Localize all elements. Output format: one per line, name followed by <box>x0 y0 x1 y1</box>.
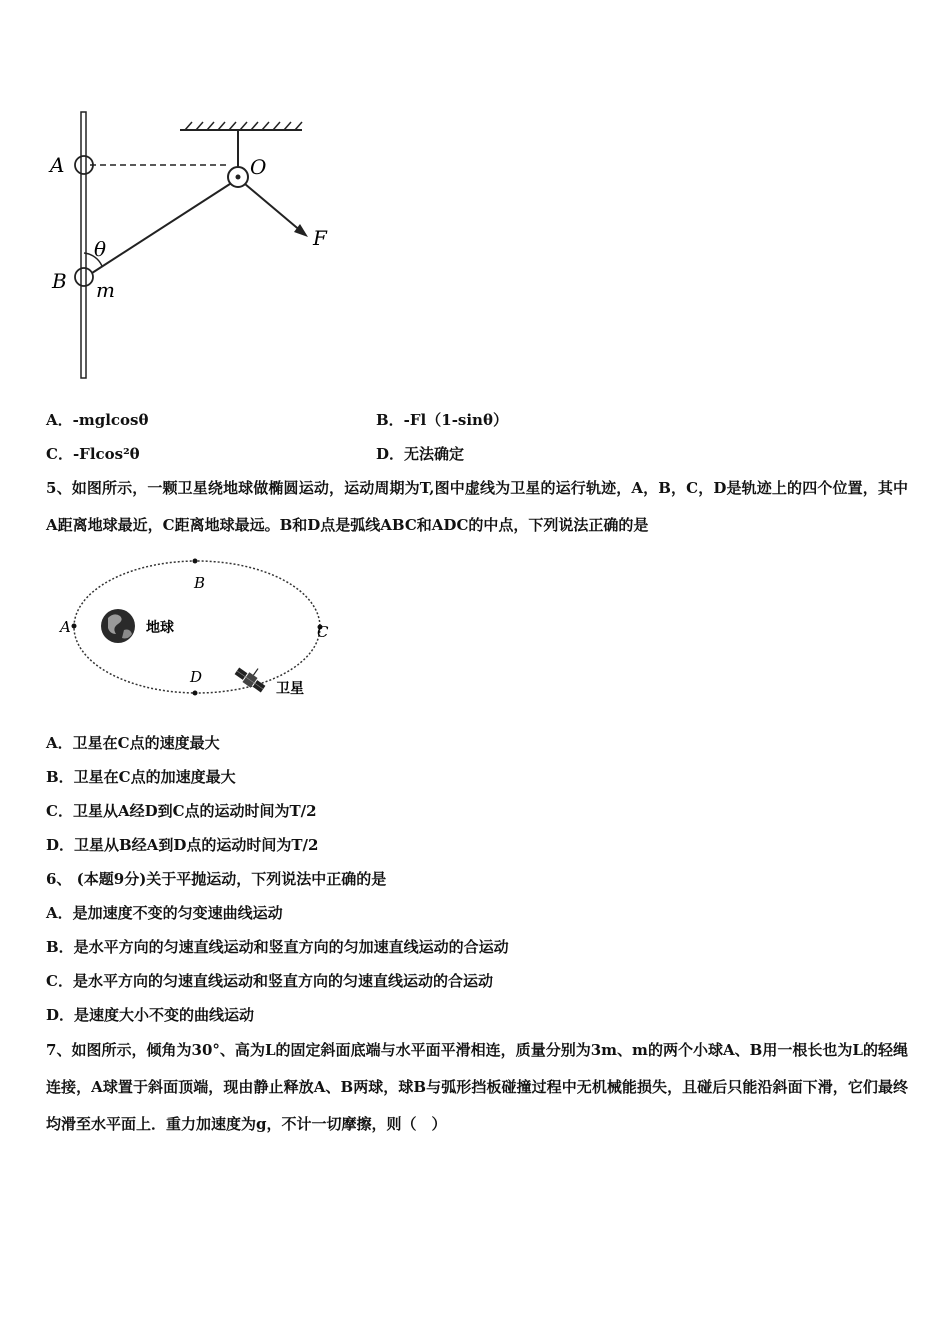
pulley-axle <box>236 175 241 180</box>
q4-option-c[interactable]: C．-Flcos²θ <box>46 445 140 463</box>
label-b: B <box>52 269 67 293</box>
q4-options-row-2 <box>46 444 906 464</box>
label-theta: θ <box>94 237 107 261</box>
force-arrow <box>245 184 302 232</box>
q5-option-a[interactable]: A．卫星在C点的速度最大 <box>46 734 220 752</box>
pulley-rod-figure <box>40 108 360 383</box>
ceiling-hatch <box>185 122 302 130</box>
label-m: m <box>96 278 115 302</box>
q6-option-a[interactable]: A．是加速度不变的匀变速曲线运动 <box>46 904 283 922</box>
label-f: F <box>313 226 327 250</box>
point-b <box>193 559 198 564</box>
q7-stem: 7、如图所示，倾角为30°、高为L的固定斜面底端与水平面平滑相连，质量分别为3m、m的两个小球A、B用一根长也为L的轻绳连接，A球置于斜面顶端，现由静止释放A、B两球，球B与弧形挡板碰撞过程中无机械能损失，且碰后只能沿斜面下滑，它们最终均滑至水平面上．重力加速度为g，不计一切摩擦，则（ ） <box>46 1041 908 1133</box>
label-d: D <box>190 668 203 686</box>
q4-option-b[interactable]: B．-Fl（1-sinθ） <box>376 411 508 429</box>
earth-label: 地球 <box>146 620 174 636</box>
q6-option-d[interactable]: D．是速度大小不变的曲线运动 <box>46 1006 255 1024</box>
q4-option-d[interactable]: D．无法确定 <box>376 445 465 463</box>
q6-option-b[interactable]: B．是水平方向的匀速直线运动和竖直方向的匀加速直线运动的合运动 <box>46 938 509 956</box>
orbit-figure <box>50 548 350 708</box>
q5-stem: 5、如图所示，一颗卫星绕地球做椭圆运动，运动周期为T,图中虚线为卫星的运行轨迹，A，B，C，D是轨迹上的四个位置，其中A距离地球最近，C距离地球最远。B和D点是弧线ABC和ADC的中点，下列说法正确的是 <box>46 479 908 534</box>
satellite-label: 卫星 <box>276 681 304 697</box>
rope-b-o <box>92 182 233 273</box>
label-c: C <box>317 623 329 641</box>
point-d <box>193 691 198 696</box>
q5-option-c[interactable]: C．卫星从A经D到C点的运动时间为T/2 <box>46 802 317 820</box>
label-a: A <box>60 618 71 636</box>
label-b: B <box>194 574 206 592</box>
q6-stem: 6、 (本题9分)关于平抛运动，下列说法中正确的是 <box>46 870 387 888</box>
point-a <box>72 624 77 629</box>
q5-option-b[interactable]: B．卫星在C点的加速度最大 <box>46 768 236 786</box>
label-o: O <box>250 155 267 179</box>
q4-option-a[interactable]: A．-mglcosθ <box>46 411 149 429</box>
q6-option-c[interactable]: C．是水平方向的匀速直线运动和竖直方向的匀速直线运动的合运动 <box>46 972 493 990</box>
label-a: A <box>50 153 65 177</box>
earth <box>101 609 135 643</box>
q5-option-d[interactable]: D．卫星从B经A到D点的运动时间为T/2 <box>46 836 319 854</box>
vertical-rod <box>81 112 86 378</box>
q4-options-row-1 <box>46 410 906 430</box>
